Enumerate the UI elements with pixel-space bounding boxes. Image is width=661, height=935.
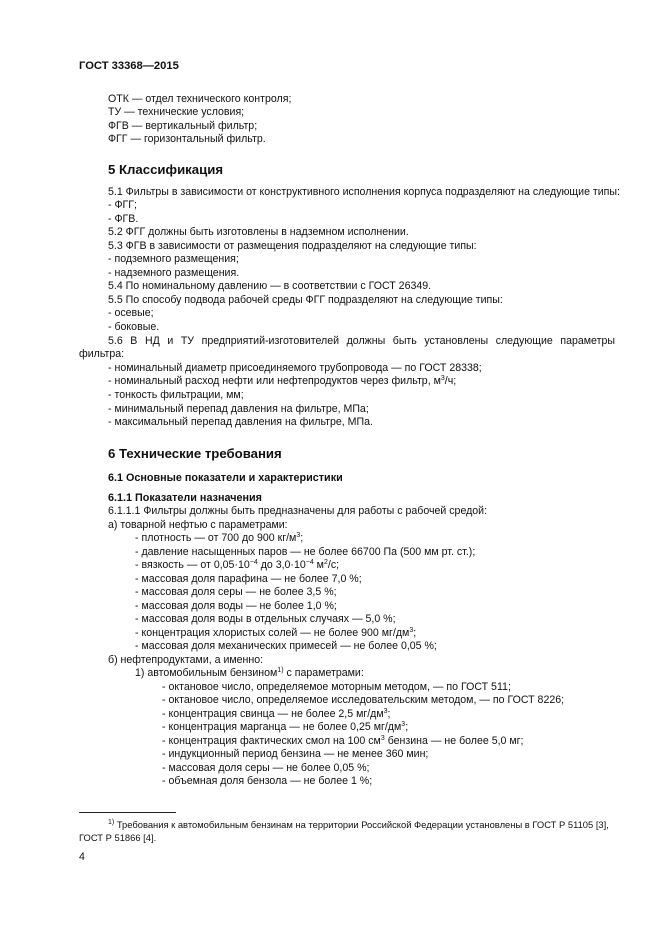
list-item: - осевые; bbox=[108, 307, 154, 319]
list-item: - массовая доля парафина — не более 7,0 %; bbox=[135, 573, 362, 585]
subsection-6-1: 6.1 Основные показатели и характеристики bbox=[108, 472, 343, 484]
list-item: - концентрация свинца — не более 2,5 $мг/дм^3$; bbox=[162, 708, 391, 720]
section-6-title: 6 Технические требования bbox=[108, 446, 282, 461]
document-header: ГОСТ 33368—2015 bbox=[79, 60, 179, 72]
abbrev-fgv: ФГВ — вертикальный фильтр; bbox=[108, 120, 258, 132]
list-item: - надземного размещения. bbox=[108, 267, 240, 279]
abbrev-fgg: ФГГ — горизонтальный фильтр. bbox=[108, 133, 266, 145]
list-item: - концентрация хлористых солей — не более 900 $мг/дм^3$; bbox=[135, 627, 417, 639]
list-item: - массовая доля серы — не более 0,05 %; bbox=[162, 762, 370, 774]
list-item: - плотность — от 700 до 900 $кг/м^3$; bbox=[135, 532, 304, 544]
footnote-line-1: $^{1)}$ Требования к автомобильным бензинам на территории Российской Федерации установлены в ГОСТ Р 51105 [3], bbox=[108, 819, 609, 830]
list-item: - подземного размещения; bbox=[108, 253, 239, 265]
abbrev-otk: ОТК — отдел технического контроля; bbox=[108, 93, 292, 105]
clause-5-4: 5.4 По номинальному давлению — в соответствии с ГОСТ 26349. bbox=[108, 280, 432, 292]
clause-5-6-cont: фильтра: bbox=[79, 348, 125, 360]
clause-5-2: 5.2 ФГГ должны быть изготовлены в надземном исполнении. bbox=[108, 226, 409, 238]
list-item: - ФГВ. bbox=[108, 213, 139, 225]
footnote-line-2: ГОСТ Р 51866 [4]. bbox=[79, 832, 157, 843]
page-number: 4 bbox=[79, 851, 85, 863]
footnote-divider bbox=[79, 812, 176, 813]
item-b-1: 1) автомобильным бензином$^{1)}$ с параметрами: bbox=[135, 667, 364, 679]
list-item: - октановое число, определяемое моторным методом, — по ГОСТ 511; bbox=[162, 681, 511, 693]
list-item: - давление насыщенных паров — не более 66700 Па (500 мм рт. ст.); bbox=[135, 546, 476, 558]
clause-5-5: 5.5 По способу подвода рабочей среды ФГГ подразделяют на следующие типы: bbox=[108, 294, 503, 306]
list-item: - номинальный расход нефти или нефтепродуктов через фильтр, $м^3/ч$; bbox=[108, 375, 457, 387]
abbrev-tu: ТУ — технические условия; bbox=[108, 106, 245, 118]
list-item: - массовая доля механических примесей — не более 0,05 %; bbox=[135, 640, 437, 652]
list-item: - тонкость фильтрации, мм; bbox=[108, 389, 244, 401]
list-item: - объемная доля бензола — не более 1 %; bbox=[162, 775, 373, 787]
list-item: - боковые. bbox=[108, 321, 160, 333]
list-item: - ФГГ; bbox=[108, 199, 137, 211]
item-a: а) товарной нефтью с параметрами: bbox=[108, 519, 288, 531]
clause-5-3: 5.3 ФГВ в зависимости от размещения подразделяют на следующие типы: bbox=[108, 240, 477, 252]
list-item: - индукционный период бензина — не менее 360 мин; bbox=[162, 748, 429, 760]
list-item: - массовая доля воды — не более 1,0 %; bbox=[135, 600, 337, 612]
list-item: - минимальный перепад давления на фильтре, МПа; bbox=[108, 403, 369, 415]
list-item: - массовая доля серы — не более 3,5 %; bbox=[135, 586, 337, 598]
list-item: - концентрация марганца — не более 0,25 $мг/дм^3$; bbox=[162, 721, 409, 733]
list-item: - номинальный диаметр присоединяемого трубопровода — по ГОСТ 28338; bbox=[108, 362, 482, 374]
list-item: - октановое число, определяемое исследовательским методом, — по ГОСТ 8226; bbox=[162, 694, 565, 706]
clause-5-6: 5.6 В НД и ТУ предприятий-изготовителей должны быть установлены следующие параметры bbox=[108, 335, 615, 347]
section-5-title: 5 Классификация bbox=[108, 162, 224, 177]
clause-5-1: 5.1 Фильтры в зависимости от конструктивного исполнения корпуса подразделяют на следующие типы: bbox=[108, 186, 620, 198]
list-item: - максимальный перепад давления на фильтре, МПа. bbox=[108, 416, 373, 428]
item-b: б) нефтепродуктами, а именно: bbox=[108, 654, 264, 666]
subsection-6-1-1: 6.1.1 Показатели назначения bbox=[108, 492, 262, 504]
list-item: - концентрация фактических смол на 100 $см^3$ бензина — не более 5,0 мг; bbox=[162, 735, 524, 747]
list-item: - массовая доля воды в отдельных случаях — 5,0 %; bbox=[135, 613, 396, 625]
clause-6-1-1-1: 6.1.1.1 Фильтры должны быть предназначены для работы с рабочей средой: bbox=[108, 505, 488, 517]
list-item: - вязкость — от $0,05\cdot 10^{-4}$ до $3,0\cdot 10^{-4}$ $м^2/с$; bbox=[135, 559, 340, 571]
